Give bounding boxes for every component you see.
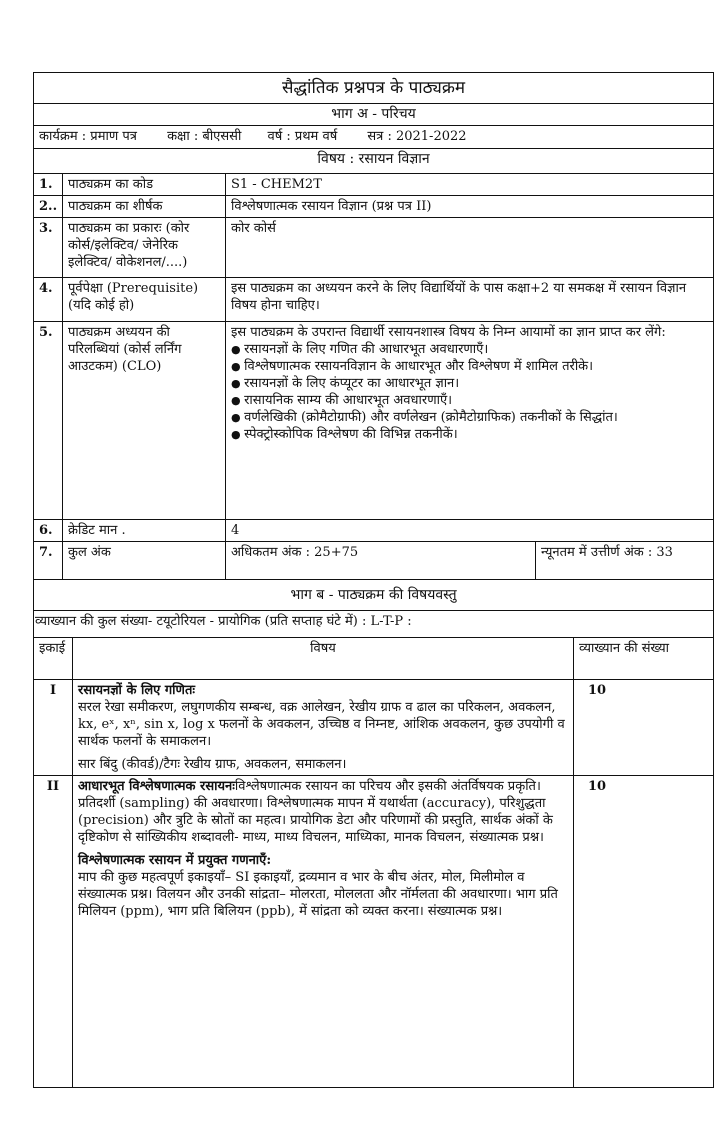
- list-item: ● स्पेक्ट्रोस्कोपिक विश्लेषण की विभिन्न तकनीकें।: [231, 426, 708, 443]
- row-value: अधिकतम अंक : 25+75: [226, 542, 536, 580]
- table-row: [34, 322, 714, 520]
- part-a-heading: भाग अ - परिचय: [34, 104, 714, 126]
- unit-content: [73, 776, 574, 1088]
- table-row: [34, 542, 714, 580]
- row-label: कुल अंक: [63, 542, 226, 580]
- table-row: [34, 218, 714, 278]
- row-number: 1.: [34, 174, 63, 196]
- session: सत्र : 2021-2022: [367, 129, 467, 144]
- ltp-line: व्याख्यान की कुल संख्या- टयूटोरियल - प्रायोगिक (प्रति सप्ताह घंटे में) : L-T-P :: [34, 611, 714, 638]
- unit-keywords: सार बिंदु (कीवर्ड)/टैगः रेखीय ग्राफ, अवकलन, समाकलन।: [78, 757, 347, 772]
- row-number: 3.: [34, 218, 63, 278]
- part-b-heading: भाग ब - पाठ्यक्रम की विषयवस्तु: [34, 580, 714, 611]
- year: वर्ष : प्रथम वर्ष: [267, 129, 338, 144]
- list-item: ● विश्लेषणात्मक रसायनविज्ञान के आधारभूत और विश्लेषण में शामिल तरीके।: [231, 358, 708, 375]
- row-label: पूर्वपेक्षा (Prerequisite) (यदि कोई हो): [63, 278, 226, 322]
- program: कार्यक्रम : प्रमाण पत्र: [39, 129, 137, 144]
- units-table: [33, 637, 714, 1088]
- row-label: पाठ्यक्रम अध्ययन की परिलब्धियां (कोर्स लर्निंग आउटकम) (CLO): [63, 322, 226, 520]
- program-line: [34, 126, 714, 149]
- list-item: ● वर्णलेखिकी (क्रोमैटोग्राफी) और वर्णलेखन (क्रोमैटोग्राफिक) तकनीकों के सिद्धांत।: [231, 409, 708, 426]
- table-row: [34, 520, 714, 542]
- row-value: इस पाठ्यक्रम का अध्ययन करने के लिए विद्यार्थियों के पास कक्षा+2 या समकक्ष में रसायन विज्ञान विषय होना चाहिए।: [226, 278, 714, 322]
- unit-number: I: [34, 680, 73, 776]
- table-row: [34, 776, 714, 1088]
- unit-body-2: माप की कुछ महत्वपूर्ण इकाइयाँ– SI इकाइयाँ, द्रव्यमान व भार के बीच अंतर, मोल, मिलीमोल व संख्यात्मक प्रश्न। विलयन और उनकी सांद्रता– मोलरता, मोललता और नॉर्मलता की अवधारणा। भाग प्रति मिलियन (ppm), भाग प्रति बिलियन (ppb), में सांद्रता को व्यक्त करना। संख्यात्मक प्रश्न।: [78, 870, 558, 919]
- row-value: कोर कोर्स: [226, 218, 714, 278]
- row-number: 7.: [34, 542, 63, 580]
- unit-subheading: विश्लेषणात्मक रसायन में प्रयुक्त गणनाएँ:: [78, 853, 272, 868]
- unit-number: II: [34, 776, 73, 1088]
- row-number: 2..: [34, 196, 63, 218]
- row-label: पाठ्यक्रम का शीर्षक: [63, 196, 226, 218]
- list-item: ● रसायनज्ञों के लिए गणित की आधारभूत अवधारणाएँ।: [231, 341, 708, 358]
- list-item: ● रसायनज्ञों के लिए कंप्यूटर का आधारभूत ज्ञान।: [231, 375, 708, 392]
- unit-heading: आधारभूत विश्लेषणात्मक रसायनः: [78, 779, 235, 794]
- clo-list: [231, 341, 708, 443]
- unit-content: [73, 680, 574, 776]
- table-row: [34, 174, 714, 196]
- clo-intro: इस पाठ्यक्रम के उपरान्त विद्यार्थी रसायनशास्त्र विषय के निम्न आयामों का ज्ञान प्राप्त कर लेंगे:: [231, 325, 666, 340]
- table-row: [34, 680, 714, 776]
- row-number: 5.: [34, 322, 63, 520]
- row-label: क्रेडिट मान .: [63, 520, 226, 542]
- minimum-pass-marks: न्यूनतम में उत्तीर्ण अंक : 33: [536, 542, 714, 580]
- list-item: ● रासायनिक साम्य की आधारभूत अवधारणाएँ।: [231, 392, 708, 409]
- lectures-header: व्याख्यान की संख्या: [574, 638, 714, 680]
- row-number: 6.: [34, 520, 63, 542]
- table-row: [34, 278, 714, 322]
- unit-header: इकाई: [34, 638, 73, 680]
- row-number: 4.: [34, 278, 63, 322]
- lecture-count: 10: [574, 776, 714, 1088]
- row-value: S1 - CHEM2T: [226, 174, 714, 196]
- syllabus-document: [33, 72, 713, 1088]
- subject-heading: विषय : रसायन विज्ञान: [34, 149, 714, 174]
- table-row: [34, 196, 714, 218]
- unit-body: सरल रेखा समीकरण, लघुगणकीय सम्बन्ध, वक्र आलेखन, रेखीय ग्राफ व ढाल का परिकलन, अवकलन, kx, eˣ, xⁿ, sin x, log x फलनों के अवकलन, उच्चिष्ठ व निम्नष्ट, आंशिक अवकलन, कुछ उपयोगी व सार्थक फलनों के समाकलन।: [78, 700, 565, 749]
- row-label: पाठ्यक्रम का कोड: [63, 174, 226, 196]
- document-title: सैद्धांतिक प्रश्नपत्र के पाठ्यक्रम: [34, 73, 714, 104]
- unit-body: विश्लेषणात्मक रसायन का परिचय और इसकी अंतर्विषयक प्रकृति। प्रतिदर्शी (sampling) की अवधारणा। विश्लेषणात्मक मापन में यथार्थता (accuracy), परिशुद्धता (precision) और त्रुटि के स्रोतों का महत्व। प्रायोगिक डेटा और परिणामों की प्रस्तुति, सार्थक अंकों के दृष्टिकोण से सांख्यिकीय शब्दावली- माध्य, माध्य विचलन, माध्यिका, मानक विचलन, संख्यात्मक प्रश्न।: [78, 779, 553, 845]
- row-label: पाठ्यक्रम का प्रकारः (कोर कोर्स/इलेक्टिव/ जेनेरिक इलेक्टिव/ वोकेशनल/....): [63, 218, 226, 278]
- lecture-count: 10: [574, 680, 714, 776]
- part-a-table: [33, 72, 714, 638]
- topic-header: विषय: [73, 638, 574, 680]
- unit-heading: रसायनज्ञों के लिए गणितः: [78, 683, 195, 698]
- row-value: 4: [226, 520, 714, 542]
- row-value: [226, 322, 714, 520]
- class: कक्षा : बीएससी: [167, 129, 242, 144]
- row-value: विश्लेषणात्मक रसायन विज्ञान (प्रश्न पत्र II): [226, 196, 714, 218]
